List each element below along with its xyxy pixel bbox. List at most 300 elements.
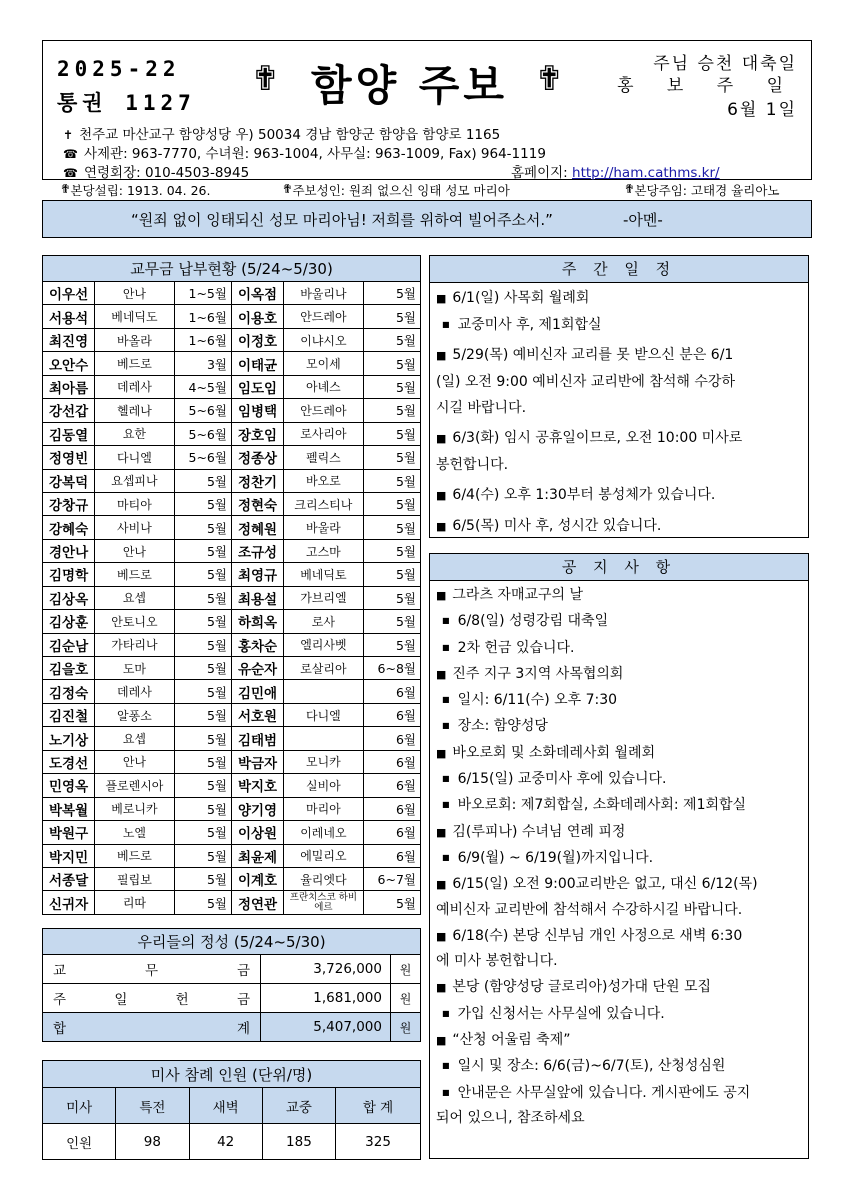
donor-name: 이계호: [231, 867, 283, 890]
motto-text: “원죄 없이 잉태되신 성모 마리아님! 저희를 위하여 빌어주소서.”: [131, 210, 553, 229]
paid-months: 5월: [363, 891, 420, 914]
attendance-value: 185: [262, 1124, 335, 1160]
donor-name: 정찬기: [231, 469, 283, 492]
donor-name: 조규성: [231, 539, 283, 562]
list-item-text: 일시: 6/11(수) 오후 7:30: [457, 692, 618, 709]
address-line: ✝ 천주교 마산교구 함양성당 우) 50034 경남 함양군 함양읍 함양로 1165: [63, 127, 501, 143]
list-item: [436, 482, 802, 509]
meta-pastor: ✟ 본당주임: 고태경 율리아노: [624, 181, 780, 198]
paid-months: 5월: [174, 492, 231, 515]
saint-name: 안나: [95, 750, 175, 773]
paid-months: 5월: [363, 328, 420, 351]
list-item: [436, 583, 802, 608]
list-item: [436, 741, 802, 766]
paid-months: 5월: [363, 539, 420, 562]
dues-row: [43, 375, 421, 398]
paid-months: 5월: [363, 282, 420, 305]
saint-name: 안드레아: [284, 399, 364, 422]
list-item: [436, 395, 802, 421]
dues-row: [43, 727, 421, 750]
dues-row: [43, 446, 421, 469]
saint-name: 안나: [95, 282, 175, 305]
paid-months: 6월: [363, 774, 420, 797]
list-item-text: 2차 헌금 있습니다.: [457, 639, 575, 656]
issue-number: 2025-22: [57, 57, 181, 81]
list-item-text: 5/29(목) 예비신자 교리를 못 받으신 분은 6/1: [452, 347, 734, 363]
attendance-header: 새벽: [189, 1088, 262, 1124]
paid-months: 5월: [174, 586, 231, 609]
saint-name: 요셉: [95, 586, 175, 609]
paid-months: 5월: [363, 492, 420, 515]
list-item: [436, 1106, 802, 1131]
square-bullet-icon: ■: [436, 825, 447, 839]
small-bullet-icon: ■: [442, 1061, 450, 1071]
small-bullet-icon: ■: [442, 774, 450, 784]
list-item: [436, 1001, 802, 1027]
saint-name: 율리엣다: [284, 867, 364, 890]
list-item-text: 6/18(수) 본당 신부님 개인 사정으로 새벽 6:30: [452, 927, 743, 944]
paid-months: 5월: [363, 563, 420, 586]
donor-name: 최영규: [231, 563, 283, 586]
paid-months: 6월: [363, 680, 420, 703]
saint-name: 프란치스코 하비에르: [284, 891, 364, 914]
donor-name: 정연관: [231, 891, 283, 914]
paid-months: 5월: [363, 399, 420, 422]
dues-row: [43, 305, 421, 328]
list-item: [436, 452, 802, 478]
saint-name: 바오로: [284, 469, 364, 492]
attendance-row: [43, 1124, 421, 1160]
offering-label: [43, 1013, 261, 1042]
bulletin-title: 함양 주보: [311, 61, 508, 110]
offering-label-char: 무: [144, 963, 159, 979]
small-bullet-icon: ■: [442, 616, 450, 626]
motto-banner: [42, 200, 812, 238]
attendance-value: 98: [116, 1124, 189, 1160]
dues-row: [43, 610, 421, 633]
dues-title: 교무금 납부현황 (5/24~5/30): [43, 256, 421, 282]
list-item: [436, 792, 802, 818]
list-item-text: 본당 (함양성당 글로리아)성가대 단원 모집: [452, 979, 712, 996]
dues-row: [43, 352, 421, 375]
saint-name: 다니엘: [95, 446, 175, 469]
paid-months: 5월: [174, 539, 231, 562]
list-item-text: 시길 바랍니다.: [436, 400, 527, 416]
saint-name: 플로렌시아: [95, 774, 175, 797]
offering-label: [43, 984, 261, 1013]
dues-row: [43, 703, 421, 726]
dues-row: [43, 774, 421, 797]
paid-months: 5월: [174, 821, 231, 844]
offering-amount: 1,681,000: [261, 984, 391, 1013]
donor-name: 박금자: [231, 750, 283, 773]
saint-name: 데레사: [95, 375, 175, 398]
paid-months: 5월: [363, 305, 420, 328]
small-bullet-icon: ■: [442, 695, 450, 705]
saint-name: 바울리나: [284, 282, 364, 305]
list-item-text: 6/1(일) 사목회 월례회: [452, 290, 590, 306]
dues-row: [43, 844, 421, 867]
list-item-text: 김(루피나) 수녀님 연례 피정: [452, 823, 626, 840]
paid-months: 6~8월: [363, 657, 420, 680]
list-item-text: 안내문은 사무실앞에 있습니다. 게시판에도 공지: [457, 1084, 751, 1101]
small-bullet-icon: ■: [442, 320, 450, 329]
dues-row: [43, 797, 421, 820]
small-bullet-icon: ■: [442, 1008, 450, 1018]
donor-name: 하희옥: [231, 610, 283, 633]
attendance-title: 미사 참례 인원 (단위/명): [43, 1061, 421, 1088]
offering-table: [42, 928, 421, 1042]
offering-label: [43, 955, 261, 984]
saint-name: 베드로: [95, 563, 175, 586]
donor-name: 강창규: [43, 492, 95, 515]
list-item: [436, 820, 802, 845]
paid-months: 6~7월: [363, 867, 420, 890]
small-bullet-icon: ■: [442, 800, 450, 810]
offering-unit: 원: [391, 1013, 421, 1042]
phone-icon: ☎: [63, 166, 78, 180]
list-item: [436, 312, 802, 338]
saint-name: [284, 680, 364, 703]
saint-name: 모이세: [284, 352, 364, 375]
donor-name: 임병택: [231, 399, 283, 422]
attendance-table: [42, 1060, 421, 1160]
paid-months: 5월: [363, 446, 420, 469]
saint-name: 사비나: [95, 516, 175, 539]
donor-name: 김동열: [43, 422, 95, 445]
offering-row: [43, 1013, 421, 1042]
donor-name: 서종달: [43, 867, 95, 890]
square-bullet-icon: ■: [436, 520, 447, 533]
dues-row: [43, 867, 421, 890]
cross-icon: ✟: [251, 59, 280, 99]
dues-row: [43, 328, 421, 351]
offering-row: [43, 984, 421, 1013]
list-item: [436, 975, 802, 1000]
offering-label-char: 주: [53, 992, 67, 1008]
square-bullet-icon: ■: [436, 981, 447, 995]
list-item: [436, 1028, 802, 1053]
feast-date: 6월 1일: [727, 100, 797, 120]
paid-months: 5월: [174, 797, 231, 820]
dues-row: [43, 422, 421, 445]
paid-months: 5월: [174, 774, 231, 797]
motto-amen: -아멘-: [622, 210, 663, 229]
square-bullet-icon: ■: [436, 292, 447, 305]
donor-name: 정현숙: [231, 492, 283, 515]
attendance-header: 특전: [116, 1088, 189, 1124]
attendance-header: 교중: [262, 1088, 335, 1124]
paid-months: 5월: [174, 750, 231, 773]
saint-name: 베드로: [95, 844, 175, 867]
saint-name: [284, 727, 364, 750]
list-item-text: 6/9(월) ~ 6/19(월)까지입니다.: [457, 849, 654, 866]
donor-name: 이상원: [231, 821, 283, 844]
list-item: [436, 285, 802, 312]
list-item-text: 그라츠 자매교구의 날: [452, 587, 584, 603]
saint-name: 바울라: [284, 516, 364, 539]
donor-name: 김민애: [231, 680, 283, 703]
list-item: [436, 635, 802, 661]
donor-name: 김상옥: [43, 586, 95, 609]
saint-name: 데레사: [95, 680, 175, 703]
donor-name: 김을호: [43, 657, 95, 680]
list-item-text: 6/3(화) 임시 공휴일이므로, 오전 10:00 미사로: [452, 430, 743, 446]
saint-name: 요셉: [95, 727, 175, 750]
square-bullet-icon: ■: [436, 929, 447, 943]
paid-months: 5월: [174, 680, 231, 703]
paid-months: 5월: [174, 703, 231, 726]
dues-table: [42, 255, 421, 915]
square-bullet-icon: ■: [436, 1034, 447, 1048]
list-item-text: 교중미사 후, 제1회합실: [457, 317, 602, 333]
paid-months: 6월: [363, 750, 420, 773]
offering-row: [43, 955, 421, 984]
donor-name: 오안수: [43, 352, 95, 375]
offering-label-char: 일: [114, 992, 128, 1008]
paid-months: 5월: [363, 516, 420, 539]
dues-row: [43, 891, 421, 914]
list-item: [436, 872, 802, 897]
list-item-text: 에 미사 봉헌합니다.: [436, 953, 558, 970]
saint-name: 이레네오: [284, 821, 364, 844]
list-item: [436, 713, 802, 739]
donor-name: 김태범: [231, 727, 283, 750]
donor-name: 김순남: [43, 633, 95, 656]
donor-name: 이용호: [231, 305, 283, 328]
donor-name: 홍차순: [231, 633, 283, 656]
homepage-link[interactable]: http://ham.cathms.kr/: [572, 165, 720, 181]
paid-months: 5~6월: [174, 422, 231, 445]
cross-icon: ✝: [63, 128, 74, 142]
list-item-text: 되어 있으니, 참조하세요: [436, 1109, 585, 1126]
saint-name: 엘리사벳: [284, 633, 364, 656]
paid-months: 1~5월: [174, 282, 231, 305]
dues-row: [43, 563, 421, 586]
saint-name: 요셉피나: [95, 469, 175, 492]
saint-name: 모니카: [284, 750, 364, 773]
offering-unit: 원: [391, 955, 421, 984]
dues-row: [43, 492, 421, 515]
saint-name: 안토니오: [95, 610, 175, 633]
saint-name: 다니엘: [284, 703, 364, 726]
list-item-text: 바오로회: 제7회합실, 소화데레사회: 제1회합실: [457, 797, 747, 814]
dues-row: [43, 399, 421, 422]
phone-icon: ☎: [63, 147, 78, 161]
offering-label-char: 헌: [175, 992, 189, 1008]
saint-name: 베네딕도: [95, 305, 175, 328]
donor-name: 노기상: [43, 727, 95, 750]
paid-months: 5월: [363, 610, 420, 633]
square-bullet-icon: ■: [436, 432, 447, 445]
offering-amount: 3,726,000: [261, 955, 391, 984]
paid-months: 3월: [174, 352, 231, 375]
donor-name: 박원구: [43, 821, 95, 844]
paid-months: 5월: [174, 563, 231, 586]
saint-name: 가타리나: [95, 633, 175, 656]
donor-name: 유순자: [231, 657, 283, 680]
saint-name: 도마: [95, 657, 175, 680]
saint-name: 가브리엘: [284, 586, 364, 609]
paid-months: 5월: [363, 422, 420, 445]
saint-name: 알퐁소: [95, 703, 175, 726]
paid-months: 5월: [174, 610, 231, 633]
paid-months: 5~6월: [174, 446, 231, 469]
donor-name: 이정호: [231, 328, 283, 351]
donor-name: 양기영: [231, 797, 283, 820]
small-bullet-icon: ■: [442, 852, 450, 862]
dues-row: [43, 750, 421, 773]
saint-name: 로사: [284, 610, 364, 633]
saint-name: 마티아: [95, 492, 175, 515]
cross-icon: ✟: [535, 59, 564, 99]
donor-name: 신귀자: [43, 891, 95, 914]
donor-name: 이옥점: [231, 282, 283, 305]
paid-months: 6월: [363, 727, 420, 750]
weekly-schedule: [429, 255, 809, 538]
feast-name: 주님 승천 대축일: [653, 54, 797, 74]
donor-name: 정혜원: [231, 516, 283, 539]
saint-name: 크리스티나: [284, 492, 364, 515]
list-item-text: 예비신자 교리반에 참석해서 수강하시길 바랍니다.: [436, 901, 743, 918]
square-bullet-icon: ■: [436, 589, 447, 602]
dues-row: [43, 539, 421, 562]
saint-name: 아녜스: [284, 375, 364, 398]
contact-line: ☎ 연령회장: 010-4503-8945: [63, 165, 250, 181]
donor-name: 강혜숙: [43, 516, 95, 539]
list-item-text: 가입 신청서는 사무실에 있습니다.: [457, 1005, 665, 1022]
paid-months: 5월: [363, 375, 420, 398]
saint-name: 필립보: [95, 867, 175, 890]
list-item-text: (일) 오전 9:00 예비신자 교리반에 참석해 수강하: [436, 374, 735, 390]
small-bullet-icon: ■: [442, 721, 450, 731]
offering-title: 우리들의 정성 (5/24~5/30): [43, 929, 421, 955]
saint-name: 에밀리오: [284, 844, 364, 867]
list-item: [436, 608, 802, 634]
paid-months: 5월: [363, 633, 420, 656]
offering-label-char: 금: [236, 992, 250, 1008]
paid-months: 4~5월: [174, 375, 231, 398]
donor-name: 최아름: [43, 375, 95, 398]
meta-founded: ✟ 본당설립: 1913. 04. 26.: [60, 181, 211, 198]
donor-name: 도경선: [43, 750, 95, 773]
donor-name: 김정숙: [43, 680, 95, 703]
donor-name: 최윤제: [231, 844, 283, 867]
list-item-text: “산청 어울림 축제”: [452, 1032, 571, 1049]
square-bullet-icon: ■: [436, 878, 447, 892]
list-item: [436, 949, 802, 974]
offering-label-char: 교: [53, 963, 67, 979]
paid-months: 1~6월: [174, 305, 231, 328]
list-item: [436, 898, 802, 923]
list-item-text: 6/5(목) 미사 후, 성시간 있습니다.: [452, 518, 662, 534]
list-item-text: 장소: 함양성당: [457, 718, 548, 735]
square-bullet-icon: ■: [436, 489, 447, 502]
paid-months: 6월: [363, 703, 420, 726]
offering-label-char: 합: [53, 1021, 67, 1037]
paid-months: 5월: [174, 516, 231, 539]
square-bullet-icon: ■: [436, 349, 447, 362]
list-item-text: 6/15(일) 오전 9:00교리반은 없고, 대신 6/12(목): [452, 876, 758, 893]
list-item: [436, 845, 802, 871]
list-item: [436, 924, 802, 949]
saint-name: 로살리아: [284, 657, 364, 680]
list-item: [436, 687, 802, 713]
dues-row: [43, 586, 421, 609]
donor-name: 김상훈: [43, 610, 95, 633]
attendance-header: 미사: [43, 1088, 116, 1124]
saint-name: 펠릭스: [284, 446, 364, 469]
list-item: [436, 1080, 802, 1106]
attendance-value: 42: [189, 1124, 262, 1160]
saint-name: 로사리아: [284, 422, 364, 445]
saint-name: 베드로: [95, 352, 175, 375]
dues-row: [43, 469, 421, 492]
saint-name: 마리아: [284, 797, 364, 820]
list-item-text: 6/4(수) 오후 1:30부터 봉성체가 있습니다.: [452, 487, 716, 503]
paid-months: 6월: [363, 797, 420, 820]
phone-line: ☎ 사제관: 963-7770, 수녀원: 963-1004, 사무실: 963-1009, Fax) 964-1119: [63, 146, 546, 162]
donor-name: 최진영: [43, 328, 95, 351]
dues-row: [43, 680, 421, 703]
small-bullet-icon: ■: [442, 1087, 450, 1097]
donor-name: 김진철: [43, 703, 95, 726]
donor-name: 정종상: [231, 446, 283, 469]
dues-row: [43, 516, 421, 539]
list-item: [436, 662, 802, 687]
square-bullet-icon: ■: [436, 746, 447, 760]
list-item-text: 일시 및 장소: 6/6(금)~6/7(토), 산청성심원: [457, 1058, 726, 1075]
paid-months: 5월: [363, 469, 420, 492]
offering-unit: 원: [391, 984, 421, 1013]
offering-label-char: 계: [236, 1021, 250, 1037]
list-item-text: 봉헌합니다.: [436, 457, 509, 473]
paid-months: 5월: [363, 352, 420, 375]
list-item-text: 진주 지구 3지역 사목협의회: [452, 665, 624, 682]
list-item: [436, 766, 802, 792]
attendance-value: 325: [336, 1124, 421, 1160]
paid-months: 5월: [174, 727, 231, 750]
saint-name: 베로니카: [95, 797, 175, 820]
saint-name: 요한: [95, 422, 175, 445]
square-bullet-icon: ■: [436, 667, 447, 681]
list-item: [436, 425, 802, 452]
dues-row: [43, 282, 421, 305]
saint-name: 실비아: [284, 774, 364, 797]
donor-name: 박복월: [43, 797, 95, 820]
schedule-title: 주 간 일 정: [430, 256, 808, 283]
small-bullet-icon: ■: [442, 642, 450, 652]
paid-months: 5월: [363, 586, 420, 609]
offering-label-char: 금: [236, 963, 250, 979]
donor-name: 장호임: [231, 422, 283, 445]
donor-name: 강선갑: [43, 399, 95, 422]
list-item: [436, 513, 802, 540]
attendance-header: 합 계: [336, 1088, 421, 1124]
saint-name: 안나: [95, 539, 175, 562]
donor-name: 박지민: [43, 844, 95, 867]
donor-name: 최용설: [231, 586, 283, 609]
dues-row: [43, 657, 421, 680]
donor-name: 민영옥: [43, 774, 95, 797]
paid-months: 5월: [174, 633, 231, 656]
paid-months: 5월: [174, 891, 231, 914]
attendance-value: 인원: [43, 1124, 116, 1160]
list-item-text: 6/15(일) 교중미사 후에 있습니다.: [457, 771, 667, 788]
offering-amount: 5,407,000: [261, 1013, 391, 1042]
saint-name: 안드레아: [284, 305, 364, 328]
saint-name: 이냐시오: [284, 328, 364, 351]
